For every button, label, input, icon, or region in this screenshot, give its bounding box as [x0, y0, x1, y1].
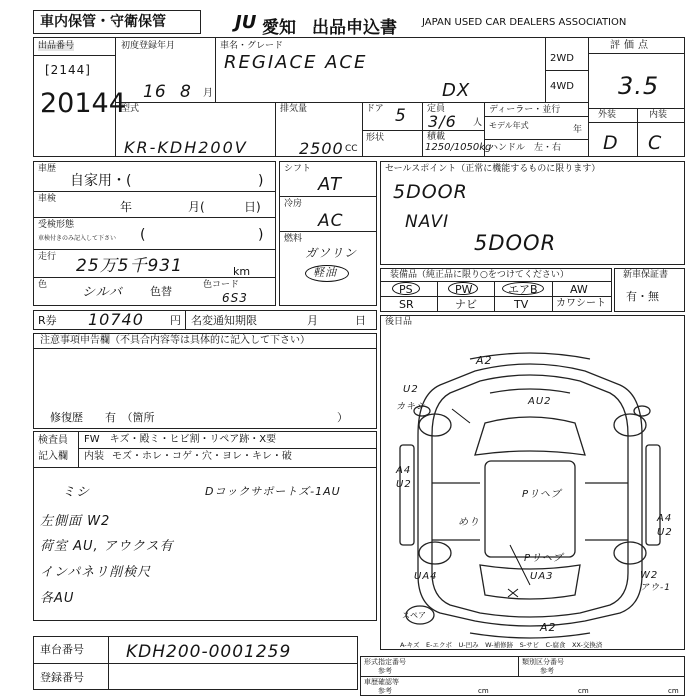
diag-kaishu: カキシ	[396, 402, 426, 412]
score-value: 3.5	[618, 72, 660, 100]
warranty-label: 新車保証書	[623, 270, 669, 280]
diag-meguri: めり	[458, 517, 480, 528]
history-close: )	[258, 173, 264, 189]
name-change-day: 日	[355, 314, 366, 327]
diag-u2-left: U2	[396, 479, 412, 490]
displacement-label: 排気量	[280, 104, 308, 114]
note-line: 左側面 W2	[40, 514, 111, 529]
mark-leader-1	[452, 409, 470, 423]
interior-grade: C	[648, 132, 663, 154]
first-reg-label: 初度登録年月	[121, 41, 176, 51]
interior-label: 内装	[649, 110, 668, 120]
cm-label-1: cm	[478, 687, 489, 695]
logo-mark: JU	[235, 12, 257, 33]
eval-label: 評価点	[610, 40, 652, 51]
lot-no-big: 20144	[40, 88, 126, 119]
equip-pw: PW	[455, 283, 473, 296]
aircon-label: 冷房	[284, 199, 303, 209]
cm-label-2: cm	[578, 687, 589, 695]
sales-point-label: セールスポイント（正常に機能するものに限ります）	[385, 164, 601, 174]
interior-entry-label: 内装	[84, 451, 104, 462]
four-wd-label: 4WD	[550, 81, 574, 92]
equip-ab: エアB	[508, 283, 538, 296]
dims-label: 車歴確認等	[364, 678, 399, 686]
diag-au-right: アウ-1	[640, 583, 671, 593]
rear-date-label: 後日品	[385, 317, 413, 327]
equip-sr: SR	[399, 298, 414, 311]
diag-u2-right: U2	[657, 527, 673, 538]
chassis-value: KDH200-0001259	[126, 642, 292, 662]
interior-entry-line: モズ・ホレ・コゲ・穴・ヨレ・キレ・破	[112, 451, 292, 462]
equip-ab-circle	[502, 282, 544, 295]
diag-ua3: UA3	[530, 571, 554, 582]
grade: DX	[442, 80, 471, 101]
mirror-right	[634, 406, 650, 416]
warranty-options: 有・無	[626, 290, 659, 303]
reg-no-label: 登録番号	[40, 671, 84, 684]
association-name: JAPAN USED CAR DEALERS ASSOCIATION	[422, 17, 627, 28]
left-panel	[400, 445, 414, 545]
roof	[485, 461, 575, 557]
equip-pw-circle	[448, 282, 478, 295]
inspection-year: 年	[120, 200, 133, 214]
sales-point-2: NAVI	[405, 212, 450, 232]
lot-no-small: [2144]	[45, 63, 91, 77]
aircon-value: AC	[318, 211, 344, 231]
km-label: km	[233, 265, 251, 278]
sales-point-3: 5DOOR	[474, 231, 557, 255]
diag-a2-bottom: A2	[540, 621, 557, 634]
exterior-label: 外装	[598, 110, 617, 120]
model-label: 型式	[121, 104, 140, 114]
mileage-label: 走行	[38, 252, 57, 262]
doors: 5	[395, 106, 407, 126]
equip-ps-circle	[392, 282, 420, 295]
model-year-unit: 年	[573, 125, 583, 135]
equip-tv: TV	[514, 298, 529, 311]
equipment-title: 装備品（純正品に限り○をつけてください）	[390, 270, 569, 280]
diag-pukku2: Pリヘプ	[524, 553, 564, 564]
bonnet-line	[490, 389, 570, 393]
receiver-close: )	[258, 227, 264, 243]
fuel-label: 燃料	[284, 234, 303, 244]
fw-line: FW キズ・殿ミ・ヒビ割・リペア跡・X要	[84, 434, 277, 445]
cat-no-label: 類別区分番号	[522, 658, 564, 666]
fuel-circled-text: 軽油	[313, 266, 337, 279]
color-change-label: 色替	[150, 285, 172, 298]
load: 1250/1050kg	[425, 142, 492, 153]
diag-pukku: Pリヘプ	[522, 489, 562, 500]
diag-au2: AU2	[528, 396, 552, 407]
capacity: 3/6	[428, 112, 457, 131]
model-code: KR-KDH200V	[124, 138, 248, 157]
repair-history-close: ）	[337, 411, 348, 424]
notes-title: 注意事項申告欄（不具合内容等は具体的に記入して下さい）	[40, 335, 310, 346]
dealer-label: ディーラー・並行	[489, 105, 561, 115]
receiver-open: (	[140, 227, 146, 243]
damage-legend: A-キズ E-エクボ U-凹み W-補修跡 S-サビ C-腐食 XX-交換済	[400, 641, 603, 649]
form-ref-label: 参考	[378, 667, 392, 675]
r-ticket-value: 10740	[88, 310, 144, 329]
diag-a4-left: A4	[396, 465, 412, 476]
inspection-month: 月(	[188, 200, 205, 214]
mark-leader-2	[510, 545, 530, 585]
windshield	[475, 417, 585, 455]
cm-label-3: cm	[668, 687, 679, 695]
storage-label: 車内保管・守衛保管	[40, 14, 166, 30]
inspection-day: 日)	[244, 200, 261, 214]
car-name-label: 車名・グレード	[220, 41, 284, 51]
notes-right: Dコックサポートズ-1AU	[205, 485, 341, 498]
shift-value: AT	[318, 174, 342, 195]
form-change-label: 形式指定番号	[364, 658, 406, 666]
logo-text: 愛知	[262, 18, 296, 38]
r-ticket-label: R券	[38, 314, 57, 327]
displacement: 2500	[299, 139, 344, 158]
color: シルバ	[82, 285, 123, 300]
door-label: ドア	[366, 104, 384, 114]
car-name: REGIACE ACE	[224, 52, 368, 73]
wheel-rear-right	[614, 542, 646, 564]
history-value: 自家用・(	[70, 173, 132, 189]
first-reg-month-unit: 月	[203, 88, 213, 99]
shift-label: シフト	[284, 164, 312, 174]
load-label: 積載	[427, 132, 446, 142]
cc-label: CC	[345, 144, 358, 154]
capacity-unit: 人	[473, 118, 483, 128]
mileage: 25万5千931	[76, 256, 183, 276]
car-diagram	[380, 315, 685, 650]
fuel-value: ガソリン	[305, 246, 358, 260]
checker-label: 検査員	[38, 435, 68, 446]
dims-ref-label: 参考	[378, 687, 392, 695]
capacity-label: 定員	[427, 104, 446, 114]
diag-w2: W2	[640, 570, 659, 581]
rear-bumper	[470, 633, 590, 638]
wheel-front-left	[419, 414, 451, 436]
receiver-label: 受検形態	[38, 220, 75, 230]
model-year-label: モデル年式	[489, 121, 529, 130]
chassis-label: 車台番号	[40, 643, 84, 656]
color-code: 6S3	[222, 291, 248, 305]
receiver-note: 車検付きのみ記入して下さい	[38, 235, 117, 242]
diag-u2: U2	[403, 384, 419, 395]
repair-history-label: 修復歴 有 （箇所	[50, 411, 155, 424]
lot-no-label: 出品番号	[38, 41, 75, 51]
diag-a4-right: A4	[657, 513, 673, 524]
mark-x	[508, 589, 518, 597]
wheel-rear-left	[419, 542, 451, 564]
name-change-month: 月	[307, 314, 318, 327]
equip-navi: ナビ	[455, 298, 477, 311]
first-reg-year: 16	[143, 82, 167, 102]
equip-ps: PS	[399, 283, 413, 296]
color-code-label: 色コード	[203, 280, 240, 290]
document-title: 出品申込書	[312, 18, 397, 38]
inspection-label: 車検	[38, 194, 57, 204]
shape-label: 形状	[366, 133, 385, 143]
diag-ua4: UA4	[414, 571, 438, 582]
name-change-label: 名変通知期限	[191, 314, 257, 327]
exterior-grade: D	[603, 132, 619, 154]
note-line: インパネリ削検尺	[40, 565, 152, 580]
note-line: 荷室 AU, アウクス有	[40, 539, 174, 554]
handle-label: ハンドル 左・右	[489, 143, 562, 153]
spare-label: スペア	[402, 611, 426, 620]
equip-aw: AW	[570, 283, 588, 296]
first-reg-month: 8	[180, 82, 192, 102]
entry-field-label: 記入欄	[38, 451, 68, 462]
diag-a2-top: A2	[476, 354, 493, 367]
sales-point-1: 5DOOR	[393, 181, 468, 203]
equip-kawa: カワシート	[556, 298, 606, 309]
two-wd-label: 2WD	[550, 53, 574, 64]
yen-label: 円	[170, 314, 181, 327]
history-label: 車歴	[38, 164, 57, 174]
note-line: 各AU	[40, 591, 75, 606]
note-line: ミシ	[62, 485, 91, 500]
color-label: 色	[38, 280, 48, 290]
cat-ref-label: 参考	[540, 667, 554, 675]
